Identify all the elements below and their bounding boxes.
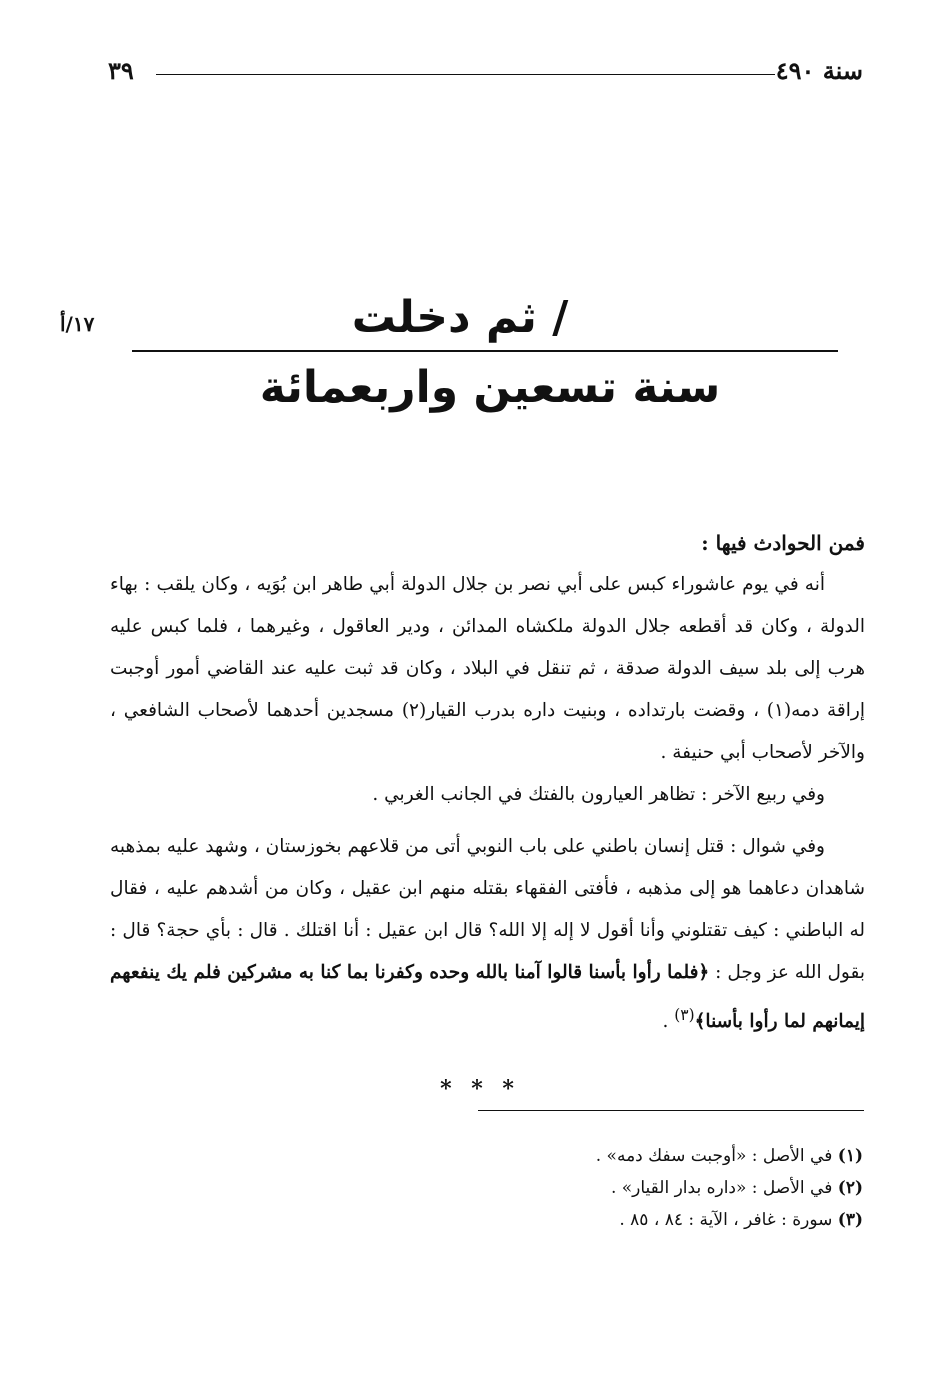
- footnotes: [463, 1140, 863, 1236]
- footnote-1: [463, 1140, 863, 1172]
- paragraph-3: [110, 826, 865, 1043]
- footnote-number: (٣): [837, 1210, 863, 1230]
- header-rule: [156, 74, 775, 75]
- paragraph-2: وفي ربيع الآخر : تظاهر العيارون بالفتك في الجانب الغربي .: [372, 784, 825, 805]
- page-number: ٣٩: [108, 56, 134, 85]
- section-heading: فمن الحوادث فيها :: [701, 531, 865, 555]
- section-separator: * * *: [440, 1076, 520, 1102]
- body-text: [110, 522, 865, 1043]
- footnote-ref-3: (٣): [674, 1006, 695, 1024]
- footnote-2: [463, 1172, 863, 1204]
- footnote-text: سورة : غافر ، الآية : ٨٤ ، ٨٥ .: [619, 1210, 838, 1230]
- footnote-3: [463, 1204, 863, 1236]
- footnote-number: (٢): [837, 1178, 863, 1198]
- footnote-number: (١): [837, 1146, 863, 1166]
- paragraph-3-end: .: [662, 1011, 675, 1033]
- chapter-title-line2: سنة تسعين واربعمائة: [259, 362, 721, 413]
- running-header: [108, 56, 863, 96]
- footnote-text: في الأصل : «داره بدار القيار» .: [610, 1178, 838, 1198]
- running-title: سنة ٤٩٠: [775, 56, 863, 85]
- paragraph-3-text: وفي شوال : قتل إنسان باطني على باب النوبي أتى من قلاعهم بخوزستان ، وشهد عليه بمذهبه شاهدان دعاهما هو إلى مذهبه ، فأفتى الفقهاء بقتله منهم ابن عقيل ، وكان من أشدهم عليه ، فقال له الباطني : كيف تقتلوني وأنا أقول لا إله إلا الله؟ قال ابن عقيل : أنا اقتلك . قال : بأي حجة؟ قال : بقول الله عز وجل :: [110, 836, 865, 983]
- footnote-text: في الأصل : «أوجبت سفك دمه» .: [595, 1146, 838, 1166]
- chapter-rule: [132, 350, 838, 352]
- chapter-title-line1: / ثم دخلت: [351, 292, 569, 343]
- footnote-rule: [478, 1110, 864, 1111]
- quran-quote: ﴿فلما رأوا بأسنا قالوا آمنا بالله وحده وكفرنا بما كنا به مشركين فلم يك ينفعهم إيمانهم لما رأوا بأسنا﴾: [110, 962, 865, 1033]
- margin-manuscript-reference: ١٧/أ: [60, 312, 95, 336]
- paragraph-1: أنه في يوم عاشوراء كبس على أبي نصر بن جلال الدولة أبي طاهر ابن بُوَيه ، وكان يلقب : بهاء الدولة ، وكان قد أقطعه جلال الدولة ملكشاه المدائن ، ودير العاقول ، وغيرهما ، فلما كبس عليه هرب إلى بلد سيف الدولة صدقة ، ثم تنقل في البلاد ، وكان قد ثبت عليه عند القاضي أمور أوجبت إراقة دمه(١) ، وقضت بارتداده ، وبنيت داره بدرب القيار(٢) مسجدين أحدهما لأصحاب الشافعي ، والآخر لأصحاب أبي حنيفة .: [110, 574, 865, 763]
